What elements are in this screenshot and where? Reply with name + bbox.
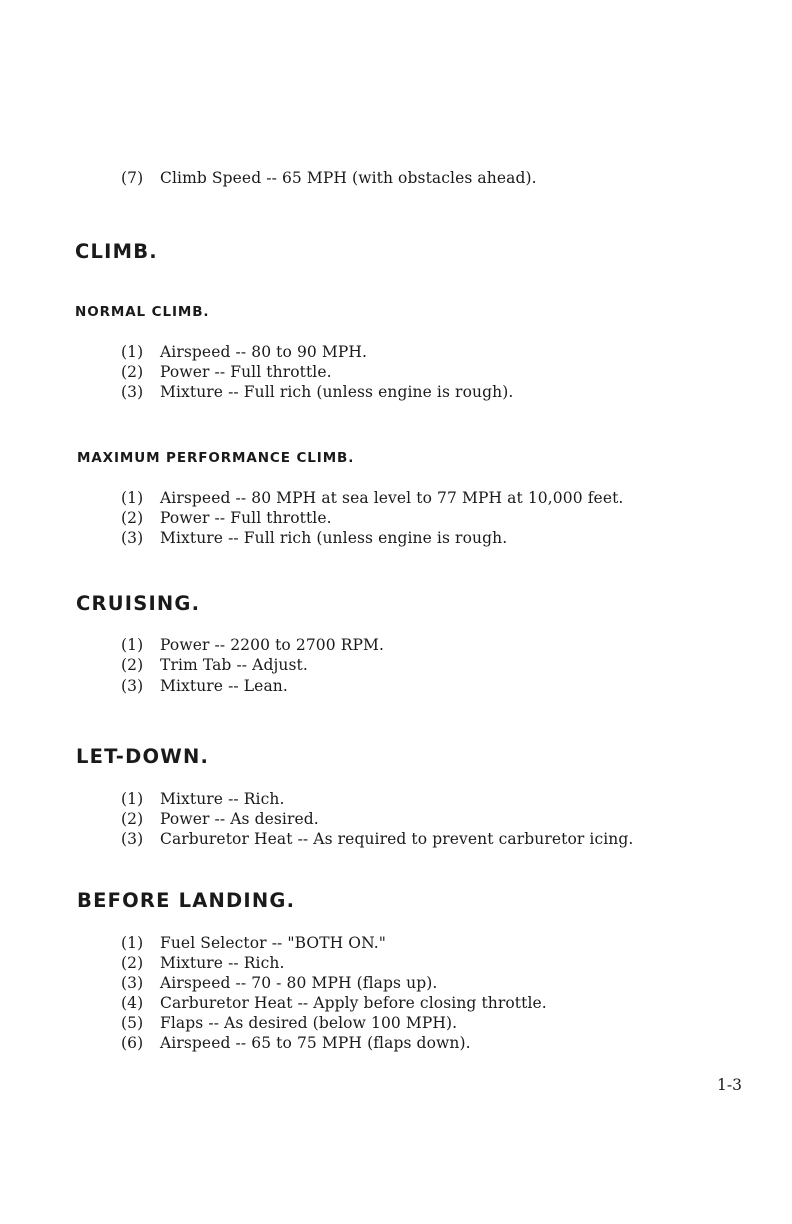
section-heading-climb: CLIMB. (75, 240, 158, 263)
list-item (121, 655, 308, 675)
subsection-heading-normal-climb: NORMAL CLIMB. (75, 304, 210, 320)
item-number: (3) (121, 830, 144, 848)
list-item (121, 933, 386, 953)
section-heading-cruising: CRUISING. (76, 592, 201, 615)
item-number: (1) (121, 636, 144, 654)
item-number: (1) (121, 489, 144, 507)
item-text: Mixture -- Full rich (unless engine is rough). (160, 383, 514, 401)
item-number: (4) (121, 994, 144, 1012)
list-item (121, 789, 285, 809)
item-number: (3) (121, 529, 144, 547)
item-text: Mixture -- Lean. (160, 677, 288, 695)
item-text: Airspeed -- 80 MPH at sea level to 77 MPH at 10,000 feet. (160, 489, 624, 507)
list-item (121, 1033, 471, 1053)
item-text: Mixture -- Rich. (160, 790, 285, 808)
item-number: (5) (121, 1014, 144, 1032)
item-text: Trim Tab -- Adjust. (160, 656, 308, 674)
list-item (121, 528, 507, 548)
item-text: Power -- Full throttle. (160, 363, 332, 381)
list-item (121, 1013, 457, 1033)
list-item (121, 508, 332, 528)
item-number: (1) (121, 790, 144, 808)
page-number: 1-3 (717, 1076, 742, 1094)
item-number: (2) (121, 656, 144, 674)
item-number: (2) (121, 363, 144, 381)
item-number: (7) (121, 169, 144, 187)
list-item (121, 829, 633, 849)
list-item (121, 993, 547, 1013)
list-item (121, 809, 319, 829)
item-text: Power -- Full throttle. (160, 509, 332, 527)
item-text: Flaps -- As desired (below 100 MPH). (160, 1014, 458, 1032)
item-number: (2) (121, 954, 144, 972)
list-item (121, 676, 288, 696)
item-text: Power -- 2200 to 2700 RPM. (160, 636, 385, 654)
item-text: Airspeed -- 80 to 90 MPH. (160, 343, 368, 361)
subsection-heading-maximum-performance-climb: MAXIMUM PERFORMANCE CLIMB. (77, 450, 355, 466)
item-text: Mixture -- Rich. (160, 954, 285, 972)
list-item (121, 342, 367, 362)
list-item (121, 168, 537, 188)
item-text: Airspeed -- 70 - 80 MPH (flaps up). (160, 974, 438, 992)
item-number: (6) (121, 1034, 144, 1052)
list-item (121, 362, 332, 382)
section-heading-before-landing: BEFORE LANDING. (77, 889, 296, 912)
item-text: Carburetor Heat -- As required to prevent carburetor icing. (160, 830, 634, 848)
item-text: Mixture -- Full rich (unless engine is rough. (160, 529, 508, 547)
list-item (121, 973, 437, 993)
list-item (121, 635, 384, 655)
item-number: (2) (121, 509, 144, 527)
item-number: (1) (121, 343, 144, 361)
item-text: Fuel Selector -- "BOTH ON." (160, 934, 387, 952)
list-item (121, 953, 285, 973)
item-number: (3) (121, 974, 144, 992)
section-heading-let-down: LET-DOWN. (76, 745, 210, 768)
list-item (121, 382, 513, 402)
item-number: (3) (121, 677, 144, 695)
list-item (121, 488, 623, 508)
item-number: (3) (121, 383, 144, 401)
item-text: Carburetor Heat -- Apply before closing throttle. (160, 994, 547, 1012)
item-number: (1) (121, 934, 144, 952)
item-number: (2) (121, 810, 144, 828)
item-text: Airspeed -- 65 to 75 MPH (flaps down). (160, 1034, 471, 1052)
item-text: Climb Speed -- 65 MPH (with obstacles ahead). (160, 169, 537, 187)
item-text: Power -- As desired. (160, 810, 319, 828)
